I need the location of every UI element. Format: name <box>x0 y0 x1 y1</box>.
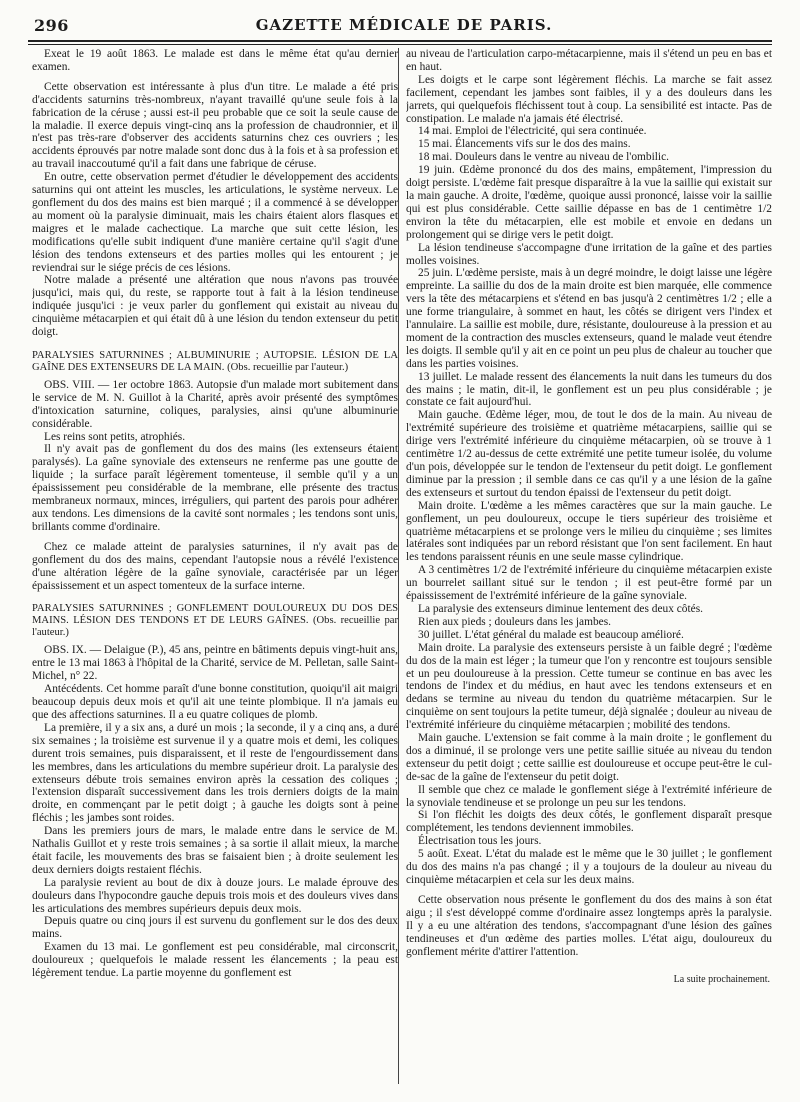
journal-title: GAZETTE MÉDICALE DE PARIS. <box>255 16 553 34</box>
paragraph: Les reins sont petits, atrophiés. <box>44 430 186 443</box>
observation-paragraph: OBS. IX. — Delaigue (P.), 45 ans, peintre en bâtiments depuis vingt-huit ans, entre le 13 mai 1863 à l'hôpital de la Charité, service de M. Pelletan, salle Saint-Michel, n° 22. <box>32 644 398 683</box>
paragraph: Main gauche. L'extension se fait comme à la main droite ; le gonflement du dos a diminué, il se prolonge vers une petite saillie située au niveau du tendon extenseur du petit doigt ; cette saillie est douloureuse et occupe peut-être le cul-de-sac de la gaîne de l'extenseur du petit doigt. <box>406 732 772 783</box>
paragraph: La première, il y a six ans, a duré un mois ; la seconde, il y a cinq ans, a duré six semaines ; la troisième est survenue il y a quatre mois et demi, les coliques durent trois semaines, puis disparaissent, et il reste de l'engourdissement dans les membres, dans les articulations du membre supérieur droit. La paralysie des extenseurs débute trois semaines environ après la cessation des coliques ; l'extension disparaît successivement dans les trois derniers doigts de la main droite, en commençant par le petit doigt ; à gauche les doigts sont à peine fléchis ; les jambes sont roides. <box>32 721 398 825</box>
paragraph: La paralysie des extenseurs diminue lentement des deux côtés. <box>418 602 703 615</box>
paragraph: 25 juin. L'œdème persiste, mais à un degré moindre, le doigt laisse une légère empreinte. La saillie du dos de la main droite est bien marquée, elle commence vers la tête des métacarpiens et s'étend en bas jusqu'à 2 centimètres 1/2 ; elle a une forme triangulaire, à sommet en haut, les côtés se dirigent vers l'index et l'annulaire. La saillie est mobile, dure, résistante, douloureuse à la pression et au moment de la contraction des muscles extenseurs, quand le malade veut étendre les doigts. Il semble qu'il y ait en ce point un peu plus de chaleur au toucher que dans les parties voisines. <box>406 267 772 370</box>
left-column <box>32 48 398 1086</box>
paragraph: Antécédents. Cet homme paraît d'une bonne constitution, quoiqu'il ait maigri beaucoup depuis deux mois et qu'il ait une teinte plombique. Il n'a jamais eu que des affections saturnines. Il a eu quatre coliques de plomb. <box>32 683 398 721</box>
paragraph: 19 juin. Œdème prononcé du dos des mains, empâtement, l'impression du doigt persiste. L'œdème fait presque disparaître à la vue la saillie qui existait sur la main gauche. A droite, l'œdème, quoique aussi prononcé, laisse voir la saillie qui est plus considérable. Cette saillie dépasse en bas de 1 centimètre 1/2 environ la tête du métacarpien, elle est mobile et envoie en dedans un prolongement qui se dirige vers le petit doigt. <box>406 164 772 241</box>
paragraph: Cette observation est intéressante à plus d'un titre. Le malade a été pris d'accidents saturnins très-nombreux, n'ayant travaillé qu'une seule fois à la fabrication de la céruse ; aussi est-il peu probable que ce soit la seule cause de la maladie. Il exerce depuis vingt-cinq ans la profession de chaudronnier, et il n'est pas très-rare d'observer des accidents saturnins chez ces ouvriers ; les accidents éprouvés par notre malade sont donc dus à la fois et à sa profession et au travail inaccoutumé qu'il a fait dans une fabrique de céruse. <box>32 80 398 171</box>
paragraph: 15 mai. Élancements vifs sur le dos des mains. <box>418 138 631 151</box>
paragraph: Exeat le 19 août 1863. Le malade est dans le même état qu'au dernier examen. <box>32 48 398 73</box>
paragraph: Main gauche. Œdème léger, mou, de tout le dos de la main. Au niveau de l'extrémité supérieure des troisième et quatrième métacarpiens, saillie qui se dirige vers l'extrémité inférieure du cinquième métacarpien, où se trouve à 1 centimètre 1/2 au-dessus de cette extrémité une petite tumeur isolée, du volume d'un pois, développée sur le tendon de l'extenseur du petit doigt. Le gonflement diminue par la pression ; il semble dans ce cas qu'il y a une lésion de la gaîne des extenseurs et surtout du tendon épaissi de l'extenseur du petit doigt. <box>406 409 772 499</box>
paragraph: Il semble que chez ce malade le gonflement siége à l'extrémité inférieure de la synoviale tendineuse et se prolonge un peu sur les tendons. <box>406 783 772 809</box>
paragraph: 5 août. Exeat. L'état du malade est le même que le 30 juillet ; le gonflement du dos des mains n'a pas changé ; il y a toujours de la douleur au niveau du cinquième métacarpien et cela sur les deux mains. <box>406 848 772 886</box>
paragraph: Dans les premiers jours de mars, le malade entre dans le service de M. Nathalis Guillot et y reste trois semaines ; à sa sortie il allait mieux, la marche était facile, les mouvements des bras se faisaient bien ; à droite seulement les deux derniers doigts restaient fléchis. <box>32 825 398 876</box>
paragraph: 13 juillet. Le malade ressent des élancements la nuit dans les tumeurs du dos des mains ; le matin, dit-il, le gonflement est un peu plus considérable ; je constate ce fait aujourd'hui. <box>406 370 772 409</box>
section-heading: PARALYSIES SATURNINES ; ALBUMINURIE ; AUTOPSIE. LÉSION DE LA GAÎNE DES EXTENSEURS DE LA MAIN. (Obs. recueillie par l'auteur.) <box>32 349 398 373</box>
page-number: 296 <box>34 16 69 35</box>
paragraph: 18 mai. Douleurs dans le ventre au niveau de l'ombilic. <box>418 151 669 164</box>
paragraph: La paralysie revient au bout de dix à douze jours. Le malade éprouve des douleurs dans l'hypocondre gauche depuis trois mois et des douleurs vives dans les articulations des membres supérieurs depuis deux mois. <box>32 876 398 915</box>
paragraph: Si l'on fléchit les doigts des deux côtés, le gonflement disparaît presque complétement, les tendons deviennent immobiles. <box>406 809 772 835</box>
observation-paragraph: OBS. VIII. — 1er octobre 1863. Autopsie d'un malade mort subitement dans le service de M. N. Guillot à la Charité, après avoir présenté des symptômes d'intoxication saturnine, coliques, paralysies, ainsi qu'une albuminurie considérable. <box>32 378 398 430</box>
paragraph: 30 juillet. L'état général du malade est beaucoup amélioré. <box>418 628 684 641</box>
paragraph: Examen du 13 mai. Le gonflement est peu considérable, mal circonscrit, douloureux ; quelquefois le malade ressent les élancements ; la peau est légèrement tendue. La partie moyenne du gonflement est <box>32 941 398 980</box>
page-header <box>34 14 774 38</box>
paragraph: Main droite. La paralysie des extenseurs persiste à un faible degré ; l'œdème du dos de la main est léger ; la tumeur que l'on y rencontre est toujours sensible et un peu douloureuse à la pression. Cette tumeur se continue en bas avec les tendons de l'index et du médius, en haut avec les tendons extenseurs et en dedans se termine au niveau du tendon du quatrième métacarpien. Sur le cinquième on sent toujours la petite tumeur, déjà signalée ; douleur au niveau de l'extrémité inférieure du cinquième métacarpien ; mobilité des tendons. <box>406 641 772 732</box>
section-heading: PARALYSIES SATURNINES ; GONFLEMENT DOULOUREUX DU DOS DES MAINS. LÉSION DES TENDONS ET DE LEURS GAÎNES. (Obs. recueillie par l'auteur.) <box>32 603 398 639</box>
continuation-note: La suite prochainement. <box>673 974 770 986</box>
paragraph: Cette observation nous présente le gonflement du dos des mains à son état aigu ; il s'est développé comme d'ordinaire assez longtemps après la paralysie. Il y a eu une altération des tendons, s'accompagnant d'une lésion des gaînes tendineuses et d'un œdème des parties molles. L'état aigu, douloureux du gonflement mérite d'attirer l'attention. <box>406 893 772 958</box>
paragraph: La lésion tendineuse s'accompagne d'une irritation de la gaîne et des parties molles voisines. <box>406 241 772 267</box>
paragraph: Main droite. L'œdème a les mêmes caractères que sur la main gauche. Le gonflement, un peu douloureux, occupe le tiers supérieur des troisième et quatrième métacarpiens et se prolonge vers le milieu du cinquième ; ses limites latérales sont indiquées par un rebord résistant que l'on sent facilement. En haut les tendons paraissent réunis en une seule masse cylindrique. <box>406 499 772 564</box>
paragraph: Chez ce malade atteint de paralysies saturnines, il n'y avait pas de gonflement du dos des mains, cependant l'autopsie nous a révélé l'existence d'une altération légère de la gaîne synoviale, caractérisée par un léger épaississement et un aspect tomenteux de la surface interne. <box>32 540 398 592</box>
paragraph: au niveau de l'articulation carpo-métacarpienne, mais il s'étend un peu en bas et en haut. <box>406 48 772 73</box>
paragraph: Les doigts et le carpe sont légèrement fléchis. La marche se fait assez facilement, cependant les jambes sont faibles, il y a des douleurs dans les jarrets, qui quelquefois fléchissent tout à coup. La sensibilité est intacte. Pas de constipation. Le malade n'a jamais été électrisé. <box>406 73 772 125</box>
paragraph: A 3 centimètres 1/2 de l'extrémité inférieure du cinquième métacarpien existe un bourrelet saillant situé sur le tendon ; il est peut-être formé par un épaississement de l'extrémité inférieure de la gaîne synoviale. <box>406 564 772 603</box>
column-divider <box>398 48 399 1084</box>
paragraph: Depuis quatre ou cinq jours il est survenu du gonflement sur le dos des deux mains. <box>32 915 398 941</box>
paragraph: Électrisation tous les jours. <box>418 835 542 848</box>
paragraph: Rien aux pieds ; douleurs dans les jambes. <box>418 615 611 628</box>
paragraph: 14 mai. Emploi de l'électricité, qui sera continuée. <box>418 125 647 138</box>
paragraph: Il n'y avait pas de gonflement du dos des mains (les extenseurs étaient paralysés). La gaîne synoviale des extenseurs ne renferme pas une goutte de liquide ; la surface paraît légèrement tomenteuse, il semble qu'il y a un épaississement peu considérable de la membrane, elle présente des tractus membraneux normaux, minces, irréguliers, qui partent des parois pour adhérer aux tendons. Les dimensions de la cavité sont normales ; les tendons sont unis, brillants comme d'ordinaire. <box>32 443 398 533</box>
right-column <box>406 48 772 1086</box>
paragraph: Notre malade a présenté une altération que nous n'avons pas trouvée jusqu'ici, mais qui, du reste, se rapporte tout à fait à la lésion tendineuse indiquée jusqu'ici : je veux parler du gonflement qui existait au niveau du cinquième métacarpien et qui était dû à une lésion du tendon extenseur du petit doigt. <box>32 274 398 339</box>
header-rule <box>28 40 772 42</box>
paragraph: En outre, cette observation permet d'étudier le développement des accidents saturnins qui ont atteint les muscles, les articulations, le système nerveux. Le gonflement du dos des mains est bien marqué ; il a commencé à se développer au moment où la paralysie diminuait, mais les chairs étaient alors flasques et maigres et le malade cachectique. La marche que suit cette lésion, les modifications qu'elle subit indiquent d'une manière certaine qu'il s'agit d'une lésion des tendons extenseurs et des parties molles qui les entourent ; je reviendrai sur le siége précis de ces lésions. <box>32 171 398 274</box>
header-rule-thin <box>28 44 772 45</box>
